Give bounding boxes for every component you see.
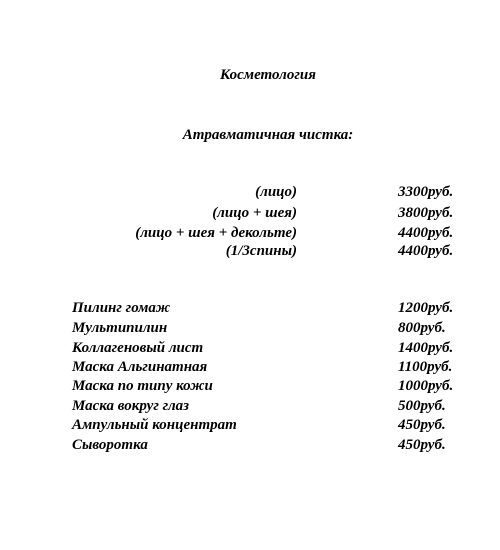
cleaning-row [0, 244, 500, 262]
service-name: Маска Альгинатная [72, 359, 208, 375]
service-price: 450руб. [398, 417, 446, 433]
service-name: Коллагеновый лист [72, 340, 204, 356]
service-price: 500руб. [398, 398, 446, 414]
cleaning-area-label: (лицо + шея) [212, 205, 297, 221]
service-name: Пилинг гомаж [72, 300, 171, 316]
service-row [0, 321, 500, 339]
cleaning-row [0, 206, 500, 224]
service-name: Маска вокруг глаз [72, 398, 190, 414]
service-row [0, 301, 500, 319]
service-row [0, 360, 500, 378]
service-row [0, 341, 500, 359]
page-title: Косметология [220, 67, 316, 83]
service-price: 1200руб. [398, 300, 454, 316]
service-price: 450руб. [398, 437, 446, 453]
service-row [0, 438, 500, 456]
service-price: 1000руб. [398, 378, 454, 394]
cleaning-row [0, 185, 500, 203]
cleaning-price: 4400руб. [398, 225, 454, 241]
service-name: Сыворотка [72, 437, 148, 453]
service-name: Ампульный концентрат [72, 417, 237, 433]
cleaning-price: 3300руб. [398, 184, 454, 200]
service-price: 1400руб. [398, 340, 454, 356]
service-row [0, 399, 500, 417]
cleaning-price: 4400руб. [398, 243, 454, 259]
cleaning-area-label: (лицо) [255, 184, 297, 200]
service-price: 1100руб. [398, 359, 453, 375]
cleaning-price: 3800руб. [398, 205, 454, 221]
service-row [0, 379, 500, 397]
service-name: Маска по типу кожи [72, 378, 213, 394]
cleaning-row [0, 226, 500, 244]
cleaning-area-label: (лицо + шея + декольте) [135, 225, 297, 241]
cleaning-area-label: (1/3спины) [225, 243, 297, 259]
service-row [0, 418, 500, 436]
service-price: 800руб. [398, 320, 446, 336]
service-name: Мультипилин [72, 320, 168, 336]
section-title: Атравматичная чистка: [182, 127, 354, 143]
